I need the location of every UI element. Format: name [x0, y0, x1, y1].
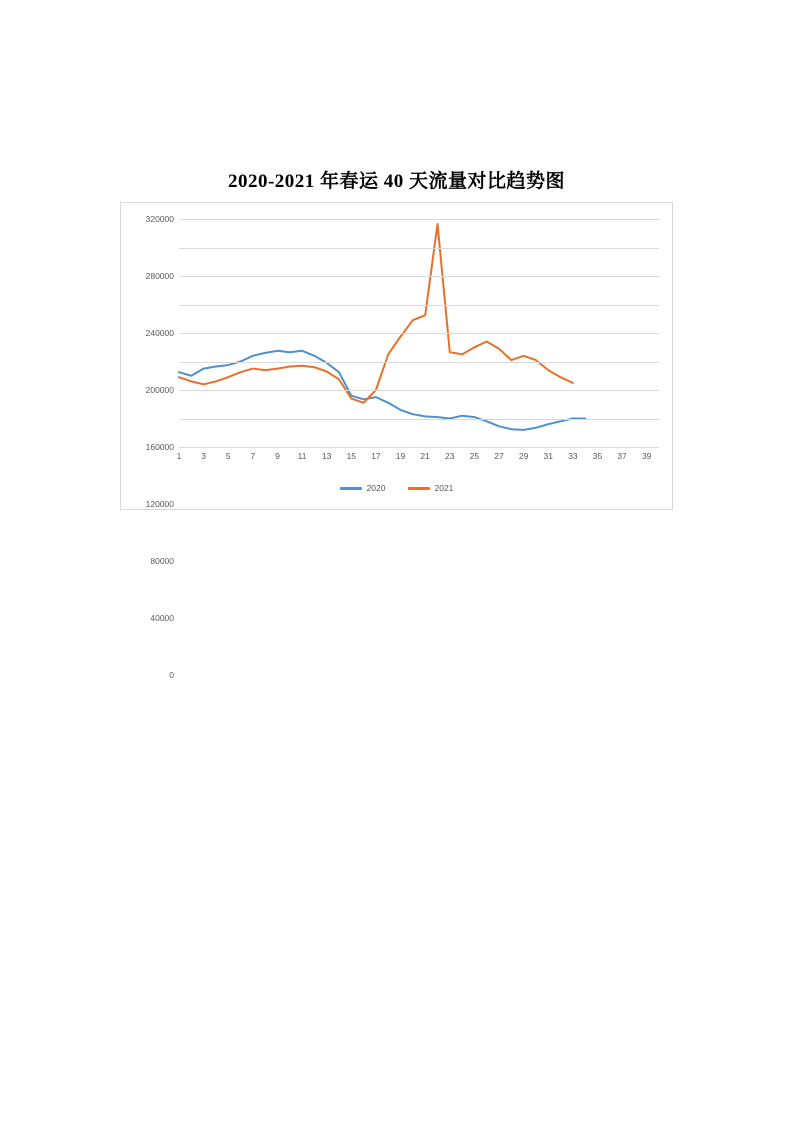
x-axis-tick-label: 37	[617, 451, 627, 461]
x-axis-tick-label: 23	[445, 451, 455, 461]
series-line-2021	[179, 224, 573, 403]
x-axis-tick-label: 5	[225, 451, 231, 461]
page-title: 2020-2021 年春运 40 天流量对比趋势图	[227, 171, 566, 192]
y-axis-tick-label: 240000	[145, 328, 174, 338]
legend-label: 2021	[434, 483, 454, 493]
y-axis-tick-label: 200000	[145, 385, 174, 395]
x-axis-tick-label: 25	[469, 451, 480, 461]
x-axis-tick-label: 11	[297, 451, 307, 461]
x-axis-tick-label: 7	[250, 451, 256, 461]
x-axis-tick-label: 3	[201, 451, 206, 461]
x-axis-line	[179, 447, 659, 448]
y-axis-tick-label: 40000	[150, 613, 174, 623]
x-axis-tick-label: 27	[494, 451, 504, 461]
y-axis-tick-label: 160000	[145, 442, 174, 452]
x-axis-tick-label: 17	[371, 451, 381, 461]
legend-item-2020[interactable]	[340, 483, 386, 493]
y-axis-tick-label: 80000	[150, 556, 174, 566]
y-gridline	[145, 214, 659, 224]
chart-container	[120, 202, 673, 680]
x-axis-tick-label: 15	[346, 451, 357, 461]
x-axis-tick-label: 1	[176, 451, 182, 461]
y-axis-tick-label: 320000	[145, 214, 174, 224]
y-axis-tick-label: 280000	[145, 271, 174, 281]
x-axis-tick-label: 19	[395, 451, 406, 461]
chart-legend	[121, 483, 672, 493]
legend-swatch-icon	[340, 487, 362, 490]
y-axis-tick-label: 120000	[145, 499, 174, 509]
x-axis-tick-label: 9	[275, 451, 280, 461]
x-axis-tick-label: 29	[518, 451, 529, 461]
x-axis-tick-label: 39	[641, 451, 652, 461]
y-gridline	[145, 248, 659, 281]
x-axis-tick-label: 35	[592, 451, 603, 461]
legend-label: 2020	[366, 483, 386, 493]
x-axis-tick-label: 13	[321, 451, 332, 461]
x-axis-tick-label: 31	[543, 451, 553, 461]
x-axis-tick-label: 33	[568, 451, 578, 461]
legend-swatch-icon	[408, 487, 430, 490]
legend-item-2021[interactable]	[408, 483, 454, 493]
y-axis-tick-label: 0	[169, 670, 174, 680]
x-axis-tick-label: 21	[420, 451, 430, 461]
